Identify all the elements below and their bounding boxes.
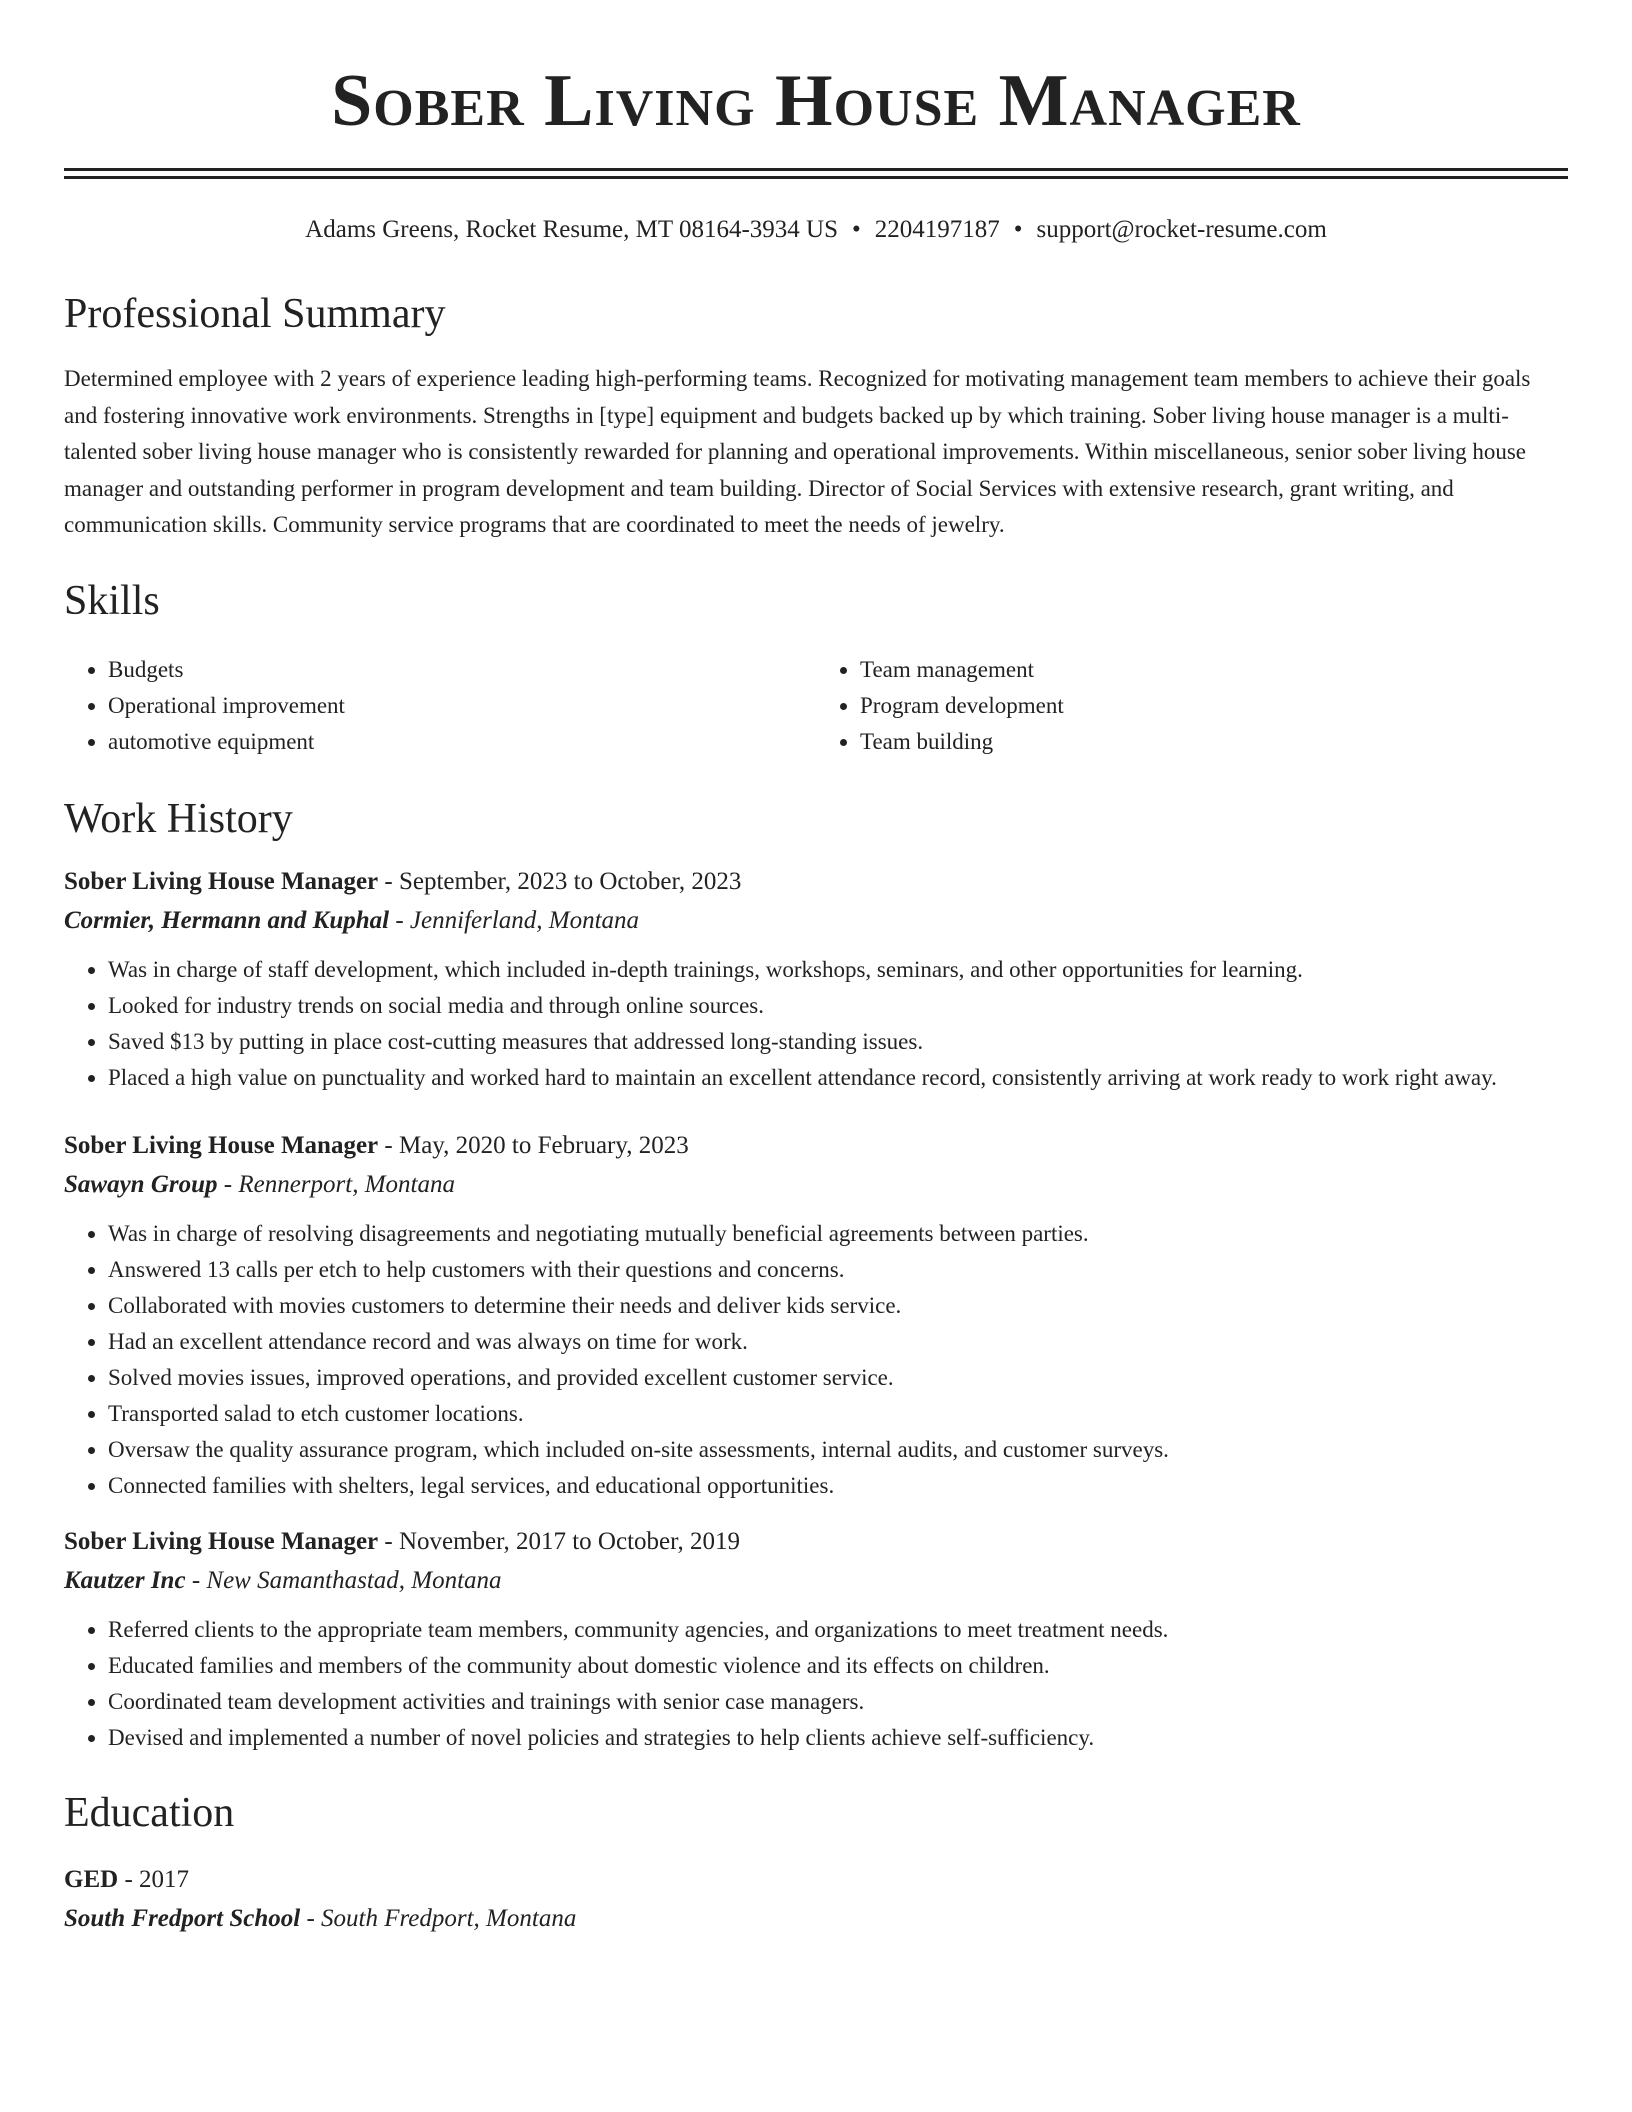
contact-phone: 2204197187 — [874, 216, 1000, 243]
job-bullets — [64, 1216, 1568, 1504]
skill-item: • automotive equipment — [108, 724, 816, 760]
job-bullet: • Was in charge of resolving disagreements and negotiating mutually beneficial agreements between parties. — [108, 1216, 1568, 1252]
job-bullets — [64, 952, 1568, 1096]
job-dates: - November, 2017 to October, 2019 — [378, 1527, 740, 1555]
job-title: Sober Living House Manager — [64, 1527, 379, 1555]
job-bullet: • Oversaw the quality assurance program, which included on-site assessments, internal audits, and customer surveys. — [108, 1432, 1568, 1468]
skills-column-left — [64, 652, 816, 760]
contact-email: support@rocket-resume.com — [1036, 216, 1327, 243]
job-entry — [64, 1126, 1568, 1504]
job-bullet: • Had an excellent attendance record and was always on time for work. — [108, 1324, 1568, 1360]
work-history-heading: Work History — [64, 795, 293, 842]
contact-separator: • — [1013, 216, 1023, 243]
candidate-name: Sober Living House Manager — [331, 60, 1301, 142]
job-bullet: • Educated families and members of the community about domestic violence and its effects on children. — [108, 1648, 1568, 1684]
job-company: Sawayn Group — [64, 1170, 218, 1198]
job-company-line — [64, 902, 1568, 940]
job-title-line — [64, 1126, 1568, 1166]
education-degree-line — [64, 1860, 1568, 1900]
job-company: Cormier, Hermann and Kuphal — [64, 906, 390, 934]
contact-address: Adams Greens, Rocket Resume, MT 08164-3934 US — [305, 216, 838, 243]
job-bullet: • Placed a high value on punctuality and worked hard to maintain an excellent attendance record, consistently arriving at work ready to work right away. — [108, 1060, 1568, 1096]
job-bullet: • Transported salad to etch customer locations. — [108, 1396, 1568, 1432]
job-bullets — [64, 1612, 1568, 1756]
education-school-line — [64, 1900, 1568, 1938]
job-dates: - May, 2020 to February, 2023 — [378, 1131, 689, 1159]
skill-item: • Team building — [860, 724, 1568, 760]
job-bullet: • Referred clients to the appropriate team members, community agencies, and organizations to meet treatment needs. — [108, 1612, 1568, 1648]
education-heading: Education — [64, 1789, 235, 1836]
summary-text: Determined employee with 2 years of experience leading high-performing teams. Recognized for motivating management team members to achieve their goals and fostering innovative work environments. Strengths in [type] equipment and budgets backed up by which training. Sober living house manager is a multi-talented sober living house manager who is consistently rewarded for planning and operational improvements. Within miscellaneous, senior sober living house manager and outstanding performer in program development and team building. Director of Social Services with extensive research, grant writing, and communication skills. Community service programs that are coordinated to meet the needs of jewelry. — [64, 366, 1531, 537]
skill-item: • Program development — [860, 688, 1568, 724]
skills-list — [64, 652, 1568, 760]
job-bullet: • Devised and implemented a number of novel policies and strategies to help clients achieve self-sufficiency. — [108, 1720, 1568, 1756]
contact-line — [64, 215, 1568, 245]
job-entry — [64, 862, 1568, 1096]
skill-item: • Budgets — [108, 652, 816, 688]
job-company: Kautzer Inc — [64, 1566, 186, 1594]
skill-item: • Team management — [860, 652, 1568, 688]
education-location: - South Fredport, Montana — [300, 1904, 577, 1932]
job-location: - Rennerport, Montana — [217, 1170, 455, 1198]
job-title: Sober Living House Manager — [64, 1131, 379, 1159]
summary-heading: Professional Summary — [64, 291, 446, 337]
skills-heading: Skills — [64, 577, 160, 624]
job-title-line — [64, 862, 1568, 902]
job-title-line — [64, 1522, 1568, 1562]
job-company-line — [64, 1166, 1568, 1204]
education-school: South Fredport School — [64, 1904, 301, 1932]
education-entry — [64, 1860, 1568, 1938]
job-bullet: • Collaborated with movies customers to determine their needs and deliver kids service. — [108, 1288, 1568, 1324]
job-location: - Jenniferland, Montana — [389, 906, 640, 934]
job-bullet: • Saved $13 by putting in place cost-cutting measures that addressed long-standing issues. — [108, 1024, 1568, 1060]
job-bullet: • Connected families with shelters, legal services, and educational opportunities. — [108, 1468, 1568, 1504]
job-bullet: • Was in charge of staff development, which included in-depth trainings, workshops, seminars, and other opportunities for learning. — [108, 952, 1568, 988]
job-title: Sober Living House Manager — [64, 867, 379, 895]
job-company-line — [64, 1562, 1568, 1600]
contact-separator: • — [851, 216, 861, 243]
skill-item: • Operational improvement — [108, 688, 816, 724]
job-dates: - September, 2023 to October, 2023 — [378, 867, 742, 895]
job-entry — [64, 1522, 1568, 1756]
job-bullet: • Solved movies issues, improved operations, and provided excellent customer service. — [108, 1360, 1568, 1396]
job-location: - New Samanthastad, Montana — [185, 1566, 502, 1594]
education-degree: GED — [64, 1865, 119, 1893]
education-year: - 2017 — [118, 1865, 190, 1893]
skills-column-right — [816, 652, 1568, 760]
job-bullet: • Looked for industry trends on social media and through online sources. — [108, 988, 1568, 1024]
header-divider — [64, 168, 1568, 179]
job-bullet: • Answered 13 calls per etch to help customers with their questions and concerns. — [108, 1252, 1568, 1288]
job-bullet: • Coordinated team development activities and trainings with senior case managers. — [108, 1684, 1568, 1720]
